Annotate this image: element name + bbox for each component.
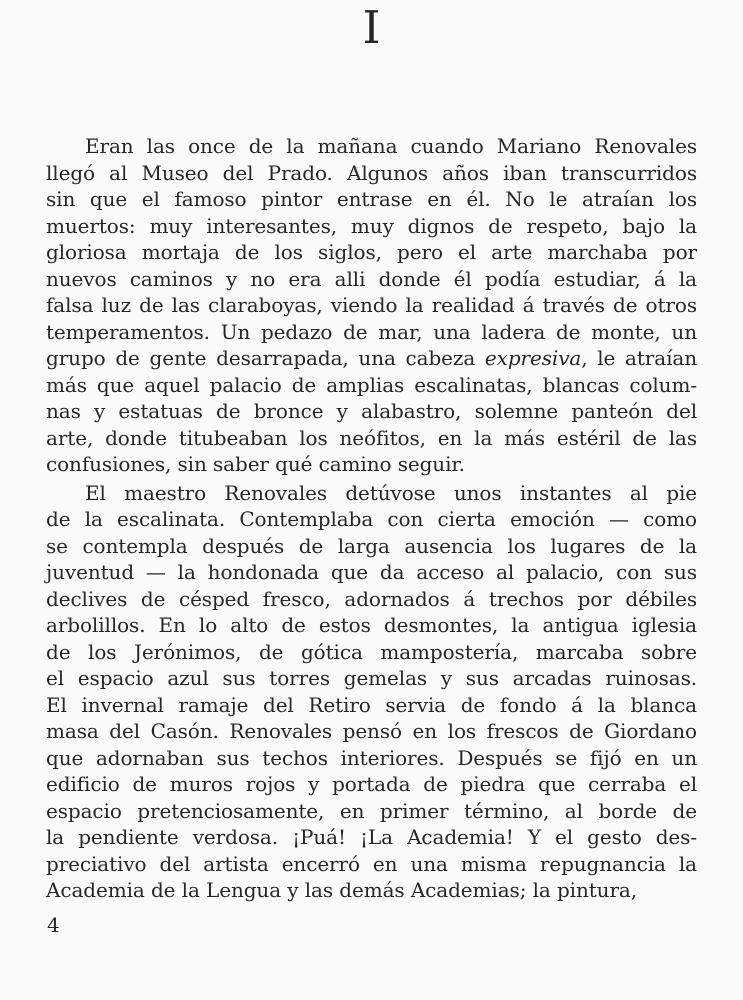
text-segment: arte, donde titubeaban los neófitos, en la más estéril de las xyxy=(46,425,697,450)
text-line xyxy=(46,451,697,478)
text-segment: muertos: muy interesantes, muy dignos de respeto, bajo la xyxy=(46,213,697,238)
text-segment: nuevos caminos y no era alli donde él podía estudiar, á la xyxy=(46,266,697,291)
text-line xyxy=(46,506,697,533)
text-line xyxy=(46,824,697,851)
text-line xyxy=(46,186,697,213)
text-segment: la pendiente verdosa. ¡Puá! ¡La Academia! Y el gesto des- xyxy=(46,825,697,849)
text-line xyxy=(46,718,697,745)
text-line xyxy=(46,292,697,319)
text-segment: que adornaban sus techos interiores. Después se fijó en un xyxy=(46,745,697,770)
text-segment: se contempla después de larga ausencia los lugares de la xyxy=(46,533,697,558)
text-segment: más que aquel palacio de amplias escalinatas, blancas colum- xyxy=(46,372,697,397)
text-segment: El maestro Renovales detúvose unos instantes al pie xyxy=(85,480,697,505)
text-segment: preciativo del artista encerró en una misma repugnancia la xyxy=(46,851,697,876)
text-line xyxy=(46,372,697,399)
text-segment: de la escalinata. Contemplaba con cierta emoción — como xyxy=(46,507,697,531)
text-line xyxy=(46,533,697,560)
text-segment: gloriosa mortaja de los siglos, pero el arte marchaba por xyxy=(46,240,697,264)
text-line xyxy=(46,692,697,719)
text-line xyxy=(46,745,697,772)
text-line xyxy=(46,425,697,452)
text-line xyxy=(46,480,697,507)
page-number: 4 xyxy=(47,913,60,937)
text-line xyxy=(46,586,697,613)
text-segment: Academia de la Lengua y las demás Academias; la pintura, xyxy=(46,878,638,902)
text-line xyxy=(46,398,697,425)
text-line xyxy=(46,239,697,266)
text-segment: juventud — la hondonada que da acceso al palacio, con sus xyxy=(46,560,697,584)
text-line xyxy=(46,612,697,639)
text-segment: el espacio azul sus torres gemelas y sus arcadas ruinosas. xyxy=(46,666,697,690)
text-segment: sin que el famoso pintor entrase en él. No le atraían los xyxy=(46,187,697,211)
page-text xyxy=(46,133,697,904)
text-segment: , le atraían xyxy=(581,346,697,370)
text-segment: declives de césped fresco, adornados á trechos por débiles xyxy=(46,586,697,611)
text-line xyxy=(46,771,697,798)
text-segment: masa del Casón. Renovales pensó en los frescos de Giordano xyxy=(46,719,697,743)
text-segment: edificio de muros rojos y portada de piedra que cerraba el xyxy=(46,772,697,796)
text-line xyxy=(46,798,697,825)
text-line xyxy=(46,213,697,240)
text-segment: llegó al Museo del Prado. Algunos años iban transcurridos xyxy=(46,160,697,185)
text-line xyxy=(46,133,697,160)
paragraph xyxy=(46,480,697,904)
text-segment: arbolillos. En lo alto de estos desmontes, la antigua iglesia xyxy=(46,613,697,637)
text-segment: espacio pretenciosamente, en primer término, al borde de xyxy=(46,798,697,823)
text-segment: temperamentos. Un pedazo de mar, una ladera de monte, un xyxy=(46,319,697,344)
text-segment: de los Jerónimos, de gótica mampostería, marcaba sobre xyxy=(46,639,697,664)
text-line xyxy=(46,877,697,904)
text-line xyxy=(46,319,697,346)
text-line xyxy=(46,160,697,187)
text-segment: falsa luz de las claraboyas, viendo la realidad á través de otros xyxy=(46,293,697,317)
text-line xyxy=(46,851,697,878)
text-segment: grupo de gente desarrapada, una cabeza xyxy=(46,346,485,370)
text-line xyxy=(46,559,697,586)
text-segment: Eran las once de la mañana cuando Mariano Renovales xyxy=(85,134,697,158)
text-line xyxy=(46,266,697,293)
text-segment: confusiones, sin saber qué camino seguir. xyxy=(46,452,465,476)
text-line xyxy=(46,665,697,692)
text-segment: El invernal ramaje del Retiro servia de fondo á la blanca xyxy=(46,692,697,717)
paragraph xyxy=(46,133,697,478)
chapter-heading: I xyxy=(362,1,381,54)
text-line xyxy=(46,639,697,666)
italic-text: expresiva xyxy=(484,346,582,370)
text-line xyxy=(46,345,697,372)
text-segment: nas y estatuas de bronce y alabastro, solemne panteón del xyxy=(46,399,697,423)
